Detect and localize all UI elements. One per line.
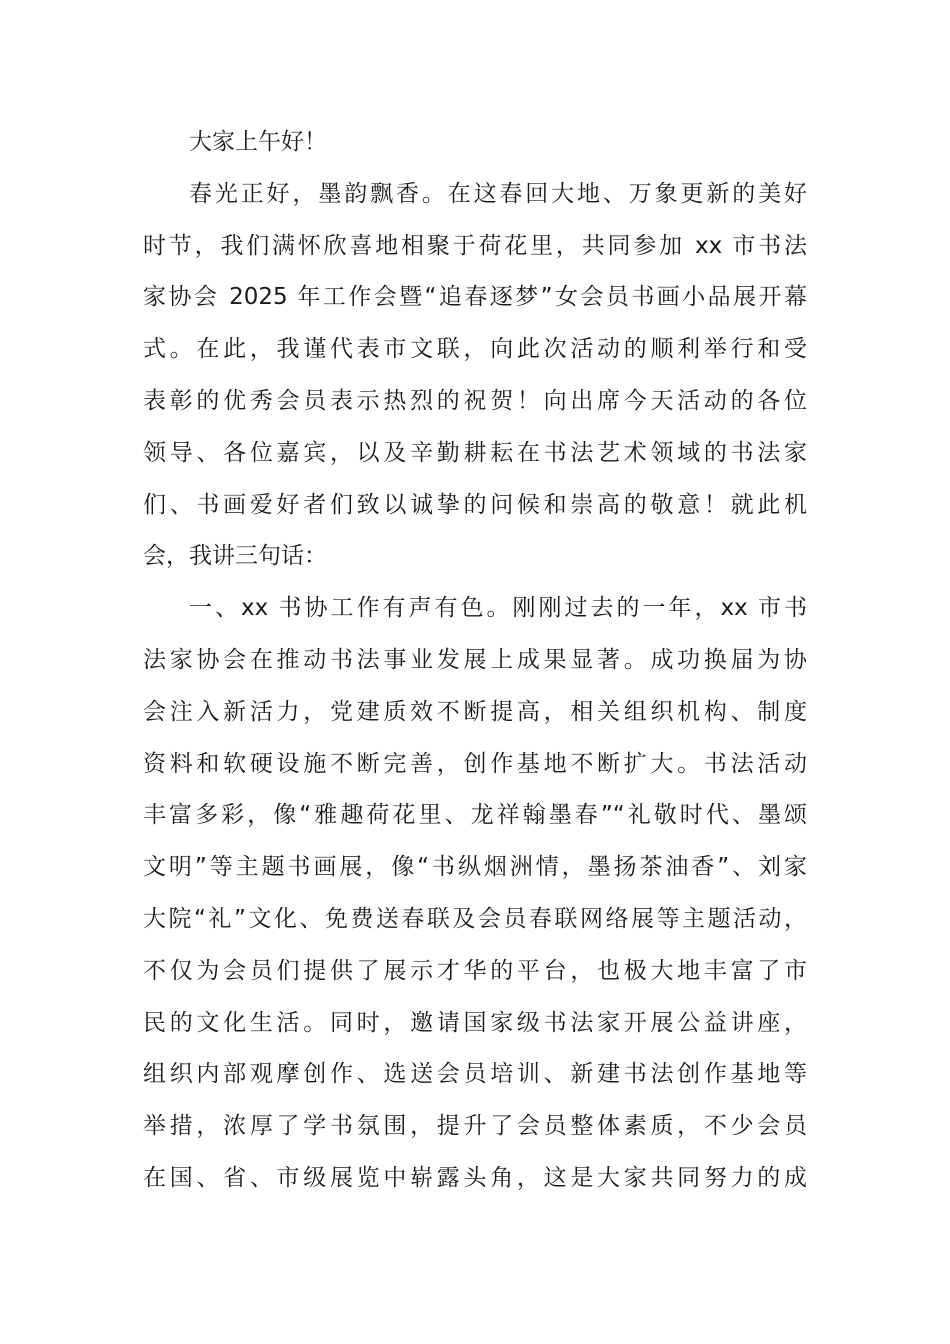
paragraph-2-line-11: 举措，浓厚了学书氛围，提升了会员整体素质，不少会员 <box>143 1113 807 1140</box>
paragraph-2-line-7: 大院“礼”文化、免费送春联及会员春联网络展等主题活动， <box>143 905 807 932</box>
paragraph-1-line-2: 时节，我们满怀欣喜地相聚于荷花里，共同参加 xx 市书法 <box>143 232 807 259</box>
paragraph-1-line-7: 们、书画爱好者们致以诚挚的问候和崇高的敬意！就此机 <box>143 491 807 518</box>
paragraph-1-line-6: 领导、各位嘉宾，以及辛勤耕耘在书法艺术领域的书法家 <box>143 439 807 466</box>
paragraph-2-line-2: 法家协会在推动书法事业发展上成果显著。成功换届为协 <box>143 646 807 673</box>
paragraph-1-line-3: 家协会 2025 年工作会暨“追春逐梦”女会员书画小品展开幕 <box>143 284 807 311</box>
paragraph-2-line-8: 不仅为会员们提供了展示才华的平台，也极大地丰富了市 <box>143 957 807 984</box>
paragraph-1-line-5: 表彰的优秀会员表示热烈的祝贺！向出席今天活动的各位 <box>143 387 807 414</box>
paragraph-2-line-12: 在国、省、市级展览中崭露头角，这是大家共同努力的成 <box>143 1164 807 1191</box>
paragraph-2-line-10: 组织内部观摩创作、选送会员培训、新建书法创作基地等 <box>143 1061 807 1088</box>
paragraph-2-line-1: 一、xx 书协工作有声有色。刚刚过去的一年，xx 市书 <box>189 595 807 622</box>
paragraph-2-line-4: 资料和软硬设施不断完善，创作基地不断扩大。书法活动 <box>143 750 807 777</box>
paragraph-1-line-1: 春光正好，墨韵飘香。在这春回大地、万象更新的美好 <box>189 180 807 207</box>
paragraph-1-line-8: 会，我讲三句话： <box>143 543 327 570</box>
paragraph-2-line-3: 会注入新活力，党建质效不断提高，相关组织机构、制度 <box>143 698 807 725</box>
speech-text <box>143 117 807 1205</box>
paragraph-1-line-4: 式。在此，我谨代表市文联，向此次活动的顺利举行和受 <box>143 336 807 363</box>
paragraph-2-line-6: 文明”等主题书画展，像“书纵烟洲情，墨扬茶油香”、刘家 <box>143 854 807 881</box>
paragraph-2-line-9: 民的文化生活。同时，邀请国家级书法家开展公益讲座， <box>143 1009 807 1036</box>
paragraph-2-line-5: 丰富多彩，像“雅趣荷花里、龙祥翰墨春”“礼敬时代、墨颂 <box>143 802 807 829</box>
greeting-line: 大家上午好！ <box>189 129 327 155</box>
